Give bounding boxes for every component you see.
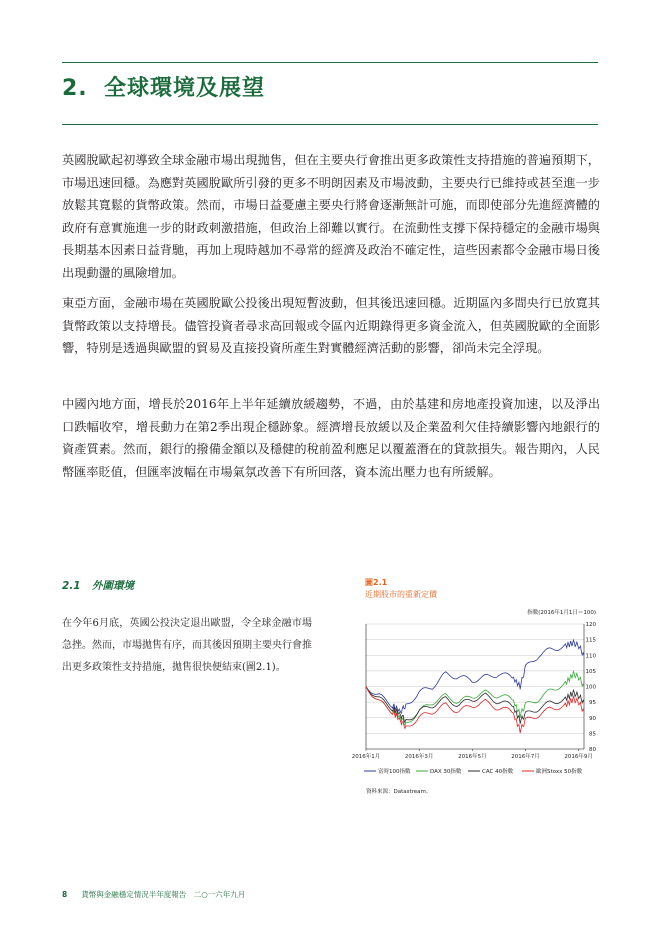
top-rule <box>62 62 598 63</box>
page-footer <box>62 889 245 900</box>
section-title: 全球環境及展望 <box>104 76 266 101</box>
y-axis-label: 指數(2016年1月1日＝100) <box>527 610 596 616</box>
footer-title: 貨幣與金融穩定情況半年度報告 二○一六年九月 <box>81 890 246 899</box>
x-tick-label: 2016年9月 <box>564 754 593 760</box>
subsection-number: 2.1 <box>62 580 81 592</box>
chart-legend <box>364 767 583 775</box>
y-tick-label: 110 <box>585 653 596 660</box>
figure-title: 近期股市的重新定價 <box>365 590 437 599</box>
y-tick-label: 105 <box>585 668 596 675</box>
subsection-heading <box>62 578 134 593</box>
subsection-text: 在今年6月底，英國公投決定退出歐盟，令全球金融市場急挫。然而，市場拋售有序，而其後因預期主要央行會推出更多政策性支持措施，拋售很快便結束(圖2.1)。 <box>62 618 312 673</box>
figure-number: 圖2.1 <box>365 578 388 587</box>
subsection-title: 外圍環境 <box>92 580 134 592</box>
section-heading <box>62 71 265 102</box>
x-tick-label: 2016年3月 <box>404 754 434 760</box>
y-tick-label: 95 <box>589 700 596 707</box>
y-tick-label: 90 <box>589 715 596 722</box>
y-tick-label: 120 <box>585 622 596 628</box>
y-tick-label: 100 <box>585 684 596 691</box>
y-tick-label: 85 <box>589 731 596 738</box>
page-number: 8 <box>62 890 68 899</box>
figure-source: 資料來源：Datastream。 <box>366 789 432 795</box>
paragraph-2: 東亞方面，金融市場在英國脫歐公投後出現短暫波動，但其後迅速回穩。近期區內多間央行已放寬其貨幣政策以支持增長。儘管投資者尋求高回報或令區內近期錄得更多資金流入，但英國脫歐的全面影響，特別是透過與歐盟的貿易及直接投資所產生對實體經濟活動的影響，卻尚未完全浮現。 <box>62 296 600 355</box>
legend-label: 歐洲Stoxx 50指數 <box>536 769 583 775</box>
stock-index-chart <box>351 606 598 782</box>
paragraph-3: 中國內地方面，增長於2016年上半年延續放緩趨勢，不過，由於基建和房地產投資加速，以及淨出口跌幅收窄，增長動力在第2季出現企穩跡象。經濟增長放緩以及企業盈利欠佳持續影響內地銀行的資產質素。然而，銀行的撥備金額以及穩健的稅前盈利應足以覆蓋潛在的貸款損失。報告期內，人民幣匯率貶值，但匯率波幅在市場氣氛改善下有所回落，資本流出壓力也有所緩解。 <box>62 397 600 479</box>
legend-label: CAC 40指數 <box>482 769 514 775</box>
section-number: 2. <box>62 76 88 101</box>
legend-label: DAX 30指數 <box>430 769 462 775</box>
y-tick-label: 80 <box>589 747 596 753</box>
paragraph-1: 英國脫歐起初導致全球金融市場出現拋售，但在主要央行會推出更多政策性支持措施的普遍預期下，市場迅速回穩。為應對英國脫歐所引發的更多不明朗因素及市場波動，主要央行已維持或甚至進一步放鬆其寬鬆的貨幣政策。然而，市場日益憂慮主要央行將會逐漸無計可施，而即使部分先進經濟體的政府有意實施進一步的財政刺激措施，但政治上卻難以實行。在流動性支撐下保持穩定的金融市場與長期基本因素日益背馳，再加上現時越加不尋常的經濟及政治不確定性，這些因素都令金融市場日後出現動盪的風險增加。 <box>62 153 600 280</box>
series-line <box>366 671 584 725</box>
legend-label: 富時100指數 <box>378 769 411 775</box>
x-tick-label: 2016年5月 <box>458 754 487 760</box>
chart-grid <box>366 622 596 753</box>
heading-rule <box>62 124 598 125</box>
x-tick-label: 2016年7月 <box>511 754 540 760</box>
x-tick-label: 2016年1月 <box>351 754 381 760</box>
y-tick-label: 115 <box>585 637 596 644</box>
chart-x-axis <box>352 749 593 760</box>
